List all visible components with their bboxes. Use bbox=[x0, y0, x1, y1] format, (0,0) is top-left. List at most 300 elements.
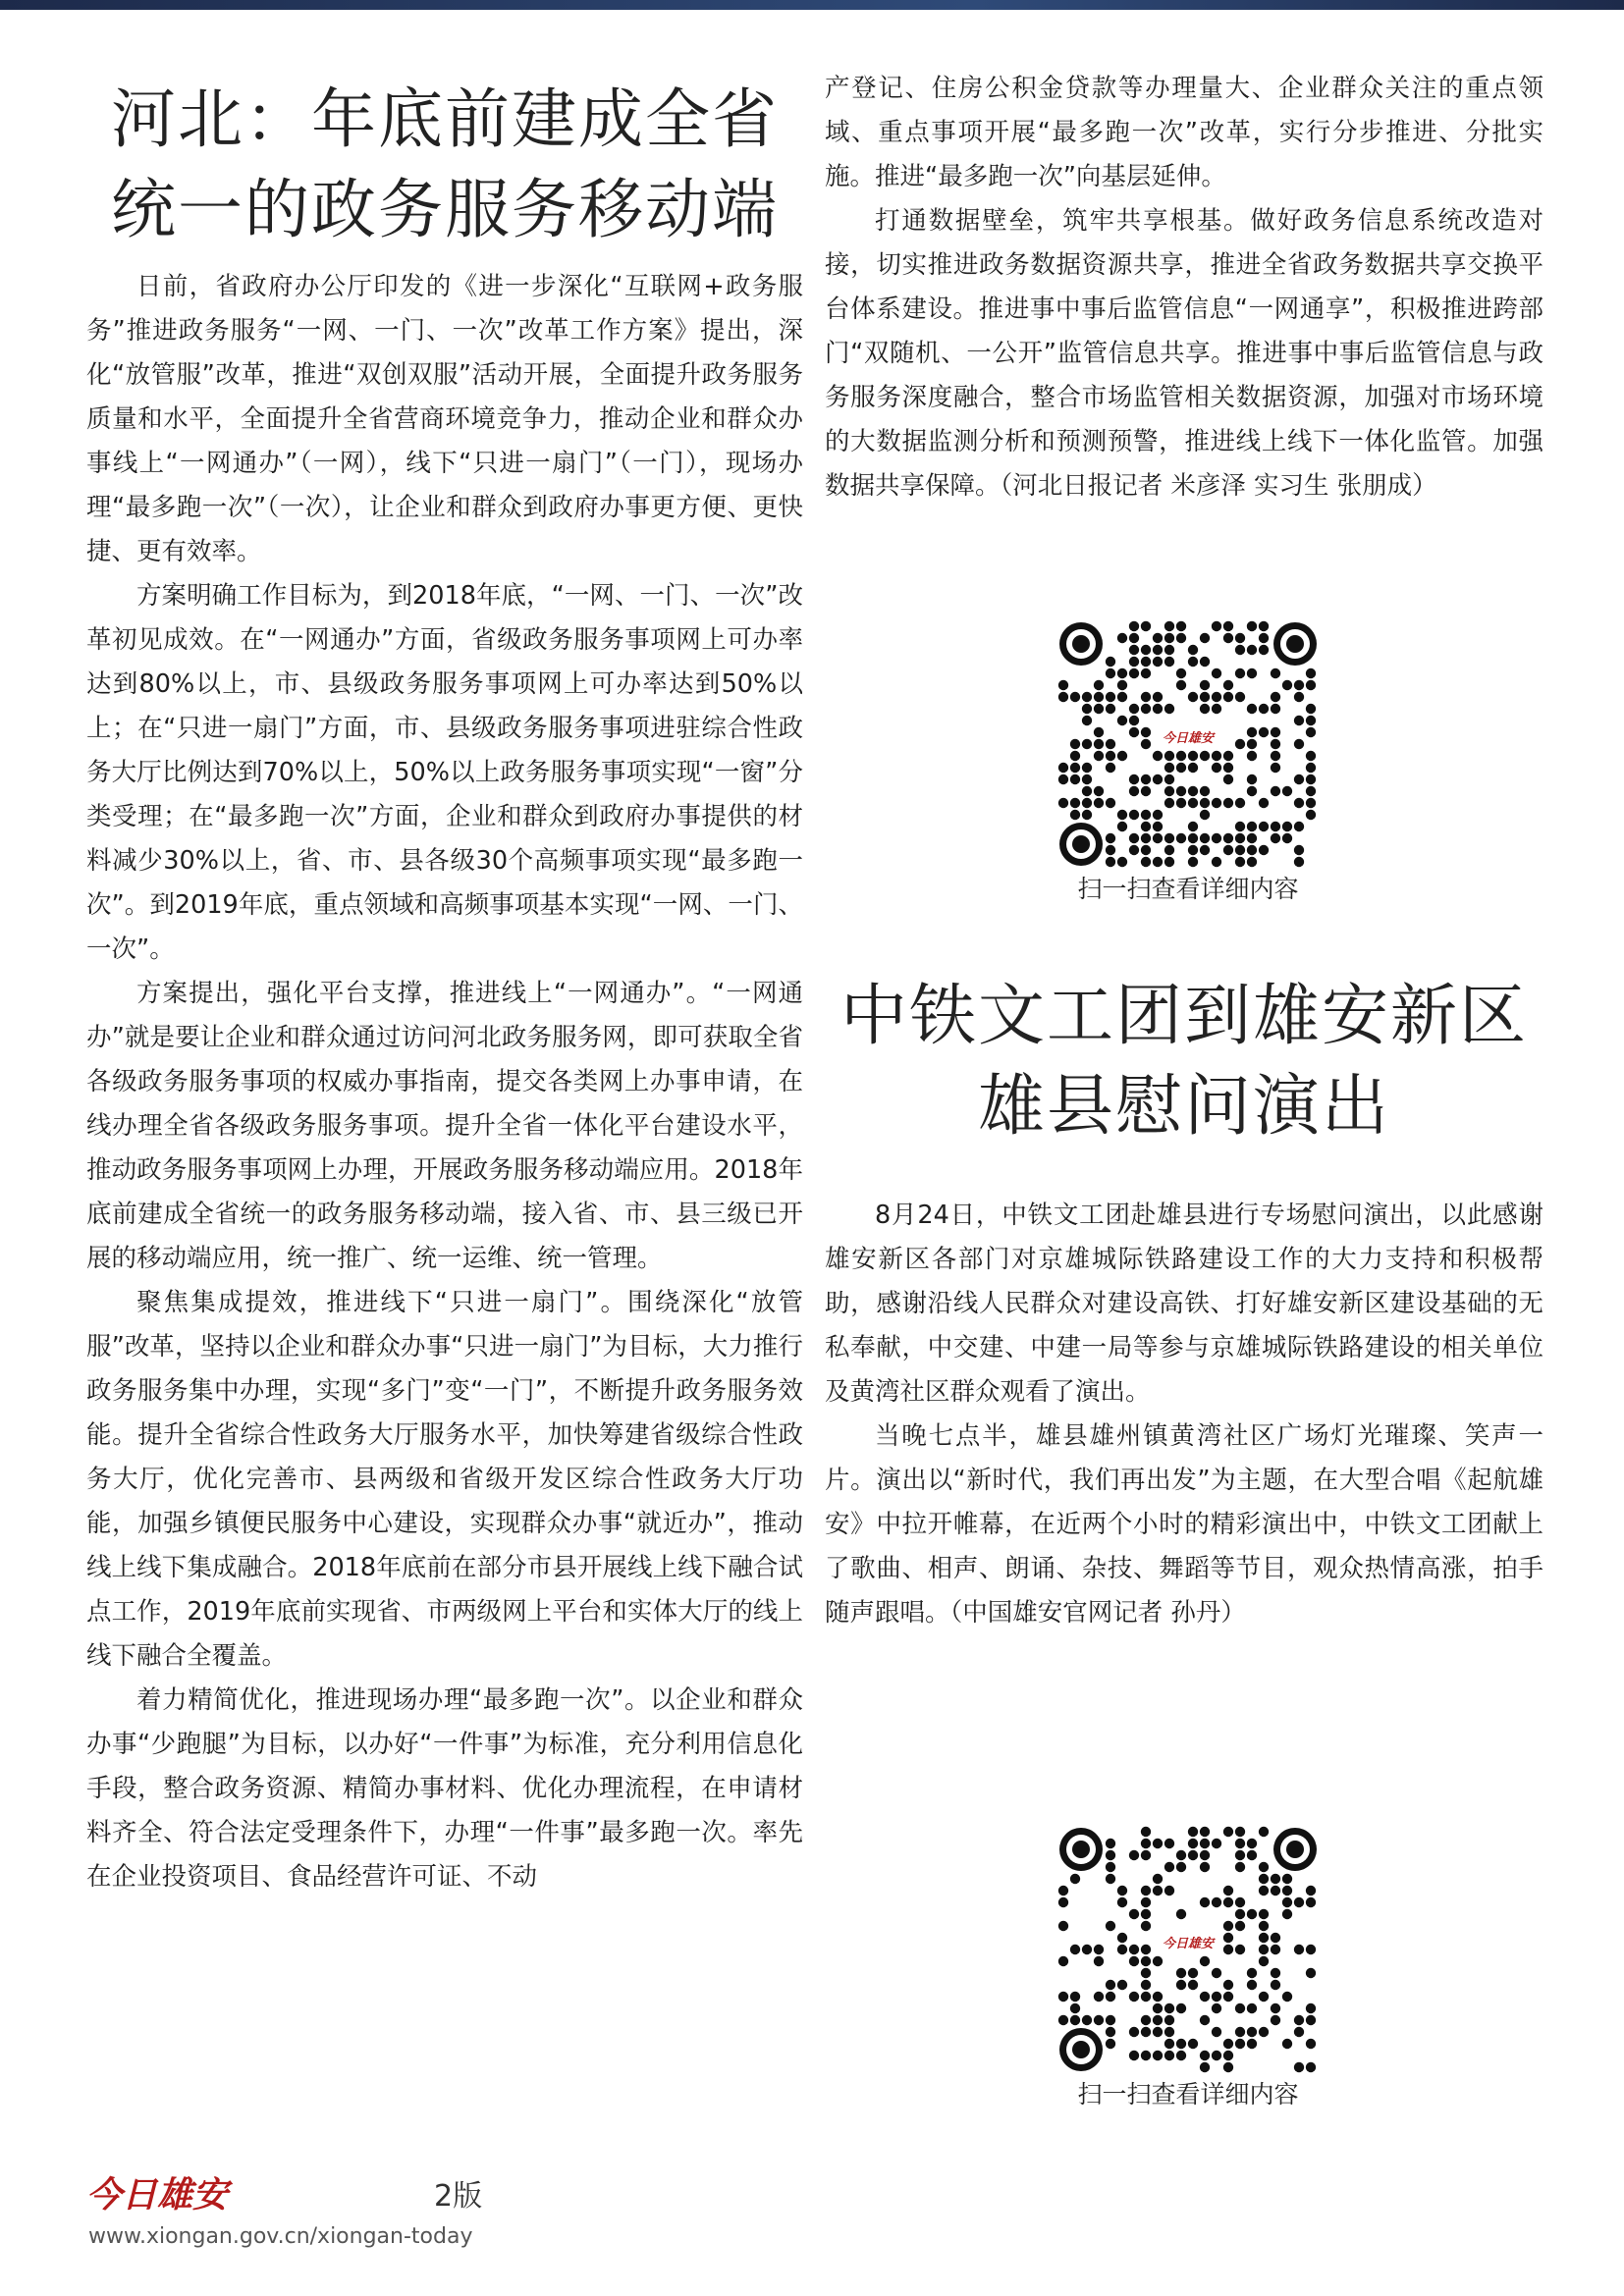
qr-module bbox=[1271, 2003, 1280, 2013]
qr-module bbox=[1094, 1956, 1104, 1966]
qr-module bbox=[1141, 833, 1151, 843]
qr-module bbox=[1176, 1968, 1186, 1978]
qr-module bbox=[1200, 810, 1210, 820]
qr-module bbox=[1271, 727, 1280, 737]
article2-paragraph: 当晚七点半，雄县雄州镇黄湾社区广场灯光璀璨、笑声一片。演出以“新时代，我们再出发”为主题，在大型合唱《起航雄安》中拉开帷幕，在近两个小时的精彩演出中，中铁文工团献上了歌曲、相声、朗诵、杂技、舞蹈等节目，观众热情高涨，拍手随声跟唱。（中国雄安官网记者 孙丹） bbox=[825, 1421, 1543, 1628]
qr-module bbox=[1235, 857, 1245, 867]
qr-module bbox=[1294, 2027, 1304, 2037]
qr-code-block-1 bbox=[1051, 620, 1326, 907]
qr-module bbox=[1070, 798, 1080, 808]
qr-module bbox=[1306, 2015, 1316, 2025]
qr-caption-2: 扫一扫查看详细内容 bbox=[1077, 2080, 1299, 2109]
qr-module bbox=[1094, 727, 1104, 737]
qr-module bbox=[1235, 798, 1245, 808]
qr-module bbox=[1271, 763, 1280, 773]
qr-module bbox=[1282, 2039, 1292, 2049]
qr-module bbox=[1294, 857, 1304, 867]
qr-module bbox=[1164, 774, 1174, 784]
qr-module bbox=[1294, 822, 1304, 831]
qr-module bbox=[1212, 2051, 1221, 2060]
qr-module bbox=[1070, 810, 1080, 820]
qr-module bbox=[1259, 1921, 1269, 1931]
qr-module bbox=[1176, 1850, 1186, 1860]
article2-title-line1: 中铁文工团到雄安新区 bbox=[839, 978, 1528, 1055]
qr-module bbox=[1271, 668, 1280, 678]
qr-module bbox=[1082, 716, 1092, 725]
qr-module bbox=[1094, 2015, 1104, 2025]
qr-module bbox=[1271, 1874, 1280, 1884]
qr-module bbox=[1223, 798, 1233, 808]
qr-module bbox=[1058, 1956, 1068, 1966]
qr-module bbox=[1212, 763, 1221, 773]
qr-module bbox=[1153, 1956, 1163, 1966]
qr-module bbox=[1164, 1862, 1174, 1872]
qr-module bbox=[1306, 1897, 1316, 1907]
qr-module bbox=[1259, 727, 1269, 737]
qr-module bbox=[1094, 739, 1104, 749]
qr-module bbox=[1282, 786, 1292, 796]
qr-module bbox=[1223, 1992, 1233, 2002]
qr-module bbox=[1141, 727, 1151, 737]
article1-paragraph: 聚焦集成提效，推进线下“只进一扇门”。围绕深化“放管服”改革，坚持以企业和群众办事“只进一扇门”为目标，大力推行政务服务集中办理，实现“多门”变“一门”，不断提升政务服务效能。提升全省综合性政务大厅服务水平，加快筹建省级综合性政务大厅，优化完善市、县两级和省级开发区综合性政务大厅功能，加强乡镇便民服务中心建设，实现群众办事“就近办”，推动线上线下集成融合。2018年底前在部分市县开展线上线下融合试点工作，2019年底前实现省、市两级网上平台和实体大厅的线上线下融合全覆盖。 bbox=[86, 1288, 803, 1671]
qr-module bbox=[1294, 716, 1304, 725]
qr-module bbox=[1247, 1980, 1257, 1990]
qr-module bbox=[1141, 1945, 1151, 1954]
qr-module bbox=[1106, 1921, 1115, 1931]
qr-module bbox=[1082, 774, 1092, 784]
qr-module bbox=[1164, 857, 1174, 867]
qr-module bbox=[1247, 833, 1257, 843]
qr-code-2[interactable] bbox=[1057, 1826, 1319, 2073]
qr-module bbox=[1106, 2027, 1115, 2037]
qr-module bbox=[1106, 668, 1115, 678]
qr-module bbox=[1188, 857, 1198, 867]
qr-module bbox=[1306, 798, 1316, 808]
qr-module bbox=[1247, 845, 1257, 855]
qr-module bbox=[1141, 692, 1151, 702]
qr-module bbox=[1106, 739, 1115, 749]
qr-module bbox=[1094, 680, 1104, 690]
qr-module bbox=[1129, 1992, 1139, 2002]
qr-module bbox=[1129, 1850, 1139, 1860]
qr-module bbox=[1235, 2003, 1245, 2013]
qr-module bbox=[1271, 822, 1280, 831]
qr-module bbox=[1271, 2015, 1280, 2025]
qr-module bbox=[1164, 645, 1174, 655]
qr-module bbox=[1141, 1827, 1151, 1837]
qr-module bbox=[1106, 2039, 1115, 2049]
qr-module bbox=[1082, 692, 1092, 702]
article1-paragraph: 着力精简优化，推进现场办理“最多跑一次”。以企业和群众办事“少跑腿”为目标，以办好“一件事”为标准，充分利用信息化手段，整合政务资源、精简办事材料、优化办理流程，在申请材料齐全、符合法定受理条件下，办理“一件事”最多跑一次。率先在企业投资项目、食品经营许可证、不动 bbox=[86, 1685, 803, 1892]
qr-module bbox=[1141, 657, 1151, 667]
qr-module bbox=[1235, 668, 1245, 678]
qr-module bbox=[1200, 1839, 1210, 1848]
qr-module bbox=[1200, 633, 1210, 643]
qr-module bbox=[1247, 786, 1257, 796]
qr-module bbox=[1164, 845, 1174, 855]
qr-module bbox=[1271, 1886, 1280, 1896]
qr-module bbox=[1058, 2015, 1068, 2025]
qr-module bbox=[1082, 810, 1092, 820]
left-column bbox=[86, 75, 803, 1899]
qr-module bbox=[1282, 1886, 1292, 1896]
qr-module bbox=[1294, 774, 1304, 784]
qr-module bbox=[1129, 727, 1139, 737]
qr-module bbox=[1129, 2027, 1139, 2037]
qr-module bbox=[1188, 833, 1198, 843]
qr-module bbox=[1153, 1992, 1163, 2002]
qr-module bbox=[1212, 798, 1221, 808]
qr-module bbox=[1247, 1909, 1257, 1919]
qr-module bbox=[1070, 739, 1080, 749]
qr-module bbox=[1271, 1933, 1280, 1943]
qr-module bbox=[1058, 763, 1068, 773]
qr-module bbox=[1200, 1850, 1210, 1860]
qr-module bbox=[1141, 857, 1151, 867]
qr-module bbox=[1164, 2015, 1174, 2025]
qr-module bbox=[1153, 645, 1163, 655]
qr-module bbox=[1306, 680, 1316, 690]
qr-module bbox=[1082, 763, 1092, 773]
qr-module bbox=[1141, 774, 1151, 784]
qr-module bbox=[1188, 751, 1198, 761]
qr-module bbox=[1176, 1862, 1186, 1872]
qr-module bbox=[1200, 1827, 1210, 1837]
qr-module bbox=[1117, 1897, 1127, 1907]
qr-module bbox=[1058, 1921, 1068, 1931]
qr-module bbox=[1259, 822, 1269, 831]
qr-module bbox=[1141, 1921, 1151, 1931]
qr-module bbox=[1306, 774, 1316, 784]
qr-module bbox=[1141, 739, 1151, 749]
qr-module bbox=[1294, 1897, 1304, 1907]
qr-module bbox=[1058, 774, 1068, 784]
qr-module bbox=[1235, 645, 1245, 655]
qr-module bbox=[1188, 657, 1198, 667]
qr-module bbox=[1306, 2003, 1316, 2013]
qr-module bbox=[1164, 2003, 1174, 2013]
qr-module bbox=[1223, 621, 1233, 631]
qr-module bbox=[1259, 845, 1269, 855]
qr-module bbox=[1223, 680, 1233, 690]
qr-module bbox=[1223, 833, 1233, 843]
qr-module bbox=[1106, 704, 1115, 714]
qr-module bbox=[1141, 810, 1151, 820]
qr-module bbox=[1129, 657, 1139, 667]
qr-module bbox=[1200, 1862, 1210, 1872]
qr-module bbox=[1247, 727, 1257, 737]
article1-paragraph: 方案提出，强化平台支撑，推进线上“一网通办”。“一网通办”就是要让企业和群众通过访问河北政务服务网，即可获取全省各级政务服务事项的权威办事指南，提交各类网上办事申请，在线办理全省各级政务服务事项。提升全省一体化平台建设水平，推动政务服务事项网上办理，开展政务服务移动端应用。2018年底前建成全省统一的政务服务移动端，接入省、市、县三级已开展的移动端应用，统一推广、统一运维、统一管理。 bbox=[86, 979, 803, 1273]
qr-module bbox=[1106, 1874, 1115, 1884]
qr-module bbox=[1176, 621, 1186, 631]
qr-module bbox=[1306, 727, 1316, 737]
qr-module bbox=[1259, 1945, 1269, 1954]
qr-module bbox=[1282, 1909, 1292, 1919]
qr-module bbox=[1129, 833, 1139, 843]
qr-module bbox=[1282, 680, 1292, 690]
qr-module bbox=[1306, 786, 1316, 796]
qr-module bbox=[1223, 845, 1233, 855]
qr-module bbox=[1164, 621, 1174, 631]
qr-module bbox=[1070, 2003, 1080, 2013]
qr-module bbox=[1212, 751, 1221, 761]
page-number: 2版 bbox=[434, 2179, 483, 2214]
qr-module bbox=[1153, 633, 1163, 643]
qr-module bbox=[1247, 774, 1257, 784]
qr-module bbox=[1117, 680, 1127, 690]
qr-module bbox=[1188, 786, 1198, 796]
qr-module bbox=[1164, 786, 1174, 796]
qr-module bbox=[1129, 810, 1139, 820]
article2-title-line2: 雄县慰问演出 bbox=[977, 1068, 1390, 1146]
qr-module bbox=[1153, 1839, 1163, 1848]
qr-module bbox=[1117, 716, 1127, 725]
qr-module bbox=[1070, 2015, 1080, 2025]
qr-module bbox=[1294, 845, 1304, 855]
qr-module bbox=[1200, 845, 1210, 855]
qr-module bbox=[1306, 668, 1316, 678]
qr-module bbox=[1094, 1992, 1104, 2002]
qr-module bbox=[1271, 739, 1280, 749]
qr-module bbox=[1223, 2051, 1233, 2060]
qr-module bbox=[1117, 857, 1127, 867]
qr-module bbox=[1082, 704, 1092, 714]
qr-module bbox=[1106, 763, 1115, 773]
qr-module bbox=[1058, 692, 1068, 702]
qr-module bbox=[1129, 668, 1139, 678]
qr-module bbox=[1106, 1839, 1115, 1848]
qr-module bbox=[1200, 657, 1210, 667]
qr-module bbox=[1282, 833, 1292, 843]
qr-module bbox=[1188, 798, 1198, 808]
qr-module bbox=[1153, 692, 1163, 702]
qr-module bbox=[1129, 621, 1139, 631]
qr-module bbox=[1153, 751, 1163, 761]
qr-module bbox=[1212, 2003, 1221, 2013]
qr-module bbox=[1200, 751, 1210, 761]
qr-module bbox=[1294, 2062, 1304, 2072]
qr-module bbox=[1141, 1850, 1151, 1860]
qr-module bbox=[1129, 1956, 1139, 1966]
qr-module bbox=[1141, 1909, 1151, 1919]
qr-module bbox=[1235, 845, 1245, 855]
qr-module bbox=[1176, 633, 1186, 643]
footer-logo: 今日雄安 bbox=[86, 2174, 229, 2216]
qr-module bbox=[1188, 845, 1198, 855]
qr-module bbox=[1294, 739, 1304, 749]
qr-module bbox=[1141, 845, 1151, 855]
qr-module bbox=[1094, 1945, 1104, 1954]
qr-module bbox=[1141, 1980, 1151, 1990]
qr-module bbox=[1153, 704, 1163, 714]
article1-paragraph: 方案明确工作目标为，到2018年底，“一网、一门、一次”改革初见成效。在“一网通办”方面，省级政务服务事项网上可办率达到80%以上，市、县级政务服务事项网上可办率达到50%以上；在“只进一扇门”方面，市、县级政务服务事项进驻综合性政务大厅比例达到70%以上，50%以上政务服务事项实现“一窗”分类受理；在“最多跑一次”方面，企业和群众到政府办事提供的材料减少30%以上，省、市、县各级30个高频事项实现“最多跑一次”。到2019年底，重点领域和高频事项基本实现“一网、一门、一次”。 bbox=[86, 581, 803, 964]
qr-module bbox=[1235, 633, 1245, 643]
qr-module bbox=[1306, 751, 1316, 761]
qr-module bbox=[1294, 692, 1304, 702]
qr-module bbox=[1106, 833, 1115, 843]
article2-paragraph: 8月24日，中铁文工团赴雄县进行专场慰问演出，以此感谢雄安新区各部门对京雄城际铁路建设工作的大力支持和积极帮助，感谢沿线人民群众对建设高铁、打好雄安新区建设基础的无私奉献，中交建、中建一局等参与京雄城际铁路建设的相关单位及黄湾社区群众观看了演出。 bbox=[825, 1201, 1543, 1407]
qr-module bbox=[1176, 2039, 1186, 2049]
qr-module bbox=[1200, 786, 1210, 796]
right-column bbox=[825, 67, 1543, 508]
qr-module bbox=[1223, 1897, 1233, 1907]
qr-module bbox=[1106, 1980, 1115, 1990]
qr-module bbox=[1235, 1862, 1245, 1872]
qr-module bbox=[1235, 739, 1245, 749]
qr-module bbox=[1200, 1992, 1210, 2002]
qr-module bbox=[1129, 774, 1139, 784]
qr-module bbox=[1058, 1992, 1068, 2002]
qr-module bbox=[1247, 822, 1257, 831]
qr-module bbox=[1235, 2027, 1245, 2037]
qr-module bbox=[1259, 704, 1269, 714]
qr-module bbox=[1247, 1968, 1257, 1978]
qr-module bbox=[1153, 2051, 1163, 2060]
qr-module bbox=[1247, 2027, 1257, 2037]
qr-module bbox=[1188, 1839, 1198, 1848]
qr-module bbox=[1259, 1956, 1269, 1966]
qr-module bbox=[1212, 857, 1221, 867]
qr-module bbox=[1129, 786, 1139, 796]
qr-module bbox=[1282, 822, 1292, 831]
qr-module bbox=[1129, 845, 1139, 855]
article1-continuation: 产登记、住房公积金贷款等办理量大、企业群众关注的重点领域、重点事项开展“最多跑一次”改革，实行分步推进、分批实施。推进“最多跑一次”向基层延伸。 bbox=[825, 74, 1543, 191]
footer-url[interactable]: www.xiongan.gov.cn/xiongan-today bbox=[88, 2224, 473, 2249]
qr-module bbox=[1141, 1897, 1151, 1907]
qr-module bbox=[1235, 692, 1245, 702]
qr-module bbox=[1259, 798, 1269, 808]
qr-module bbox=[1058, 1886, 1068, 1896]
qr-code-block-2 bbox=[1051, 1826, 1326, 2112]
qr-module bbox=[1094, 798, 1104, 808]
qr-module bbox=[1106, 692, 1115, 702]
qr-module bbox=[1247, 668, 1257, 678]
qr-module bbox=[1306, 1945, 1316, 1954]
qr-code-1[interactable] bbox=[1057, 620, 1319, 868]
qr-module bbox=[1306, 763, 1316, 773]
qr-module bbox=[1117, 633, 1127, 643]
qr-module bbox=[1247, 739, 1257, 749]
qr-module bbox=[1129, 633, 1139, 643]
qr-module bbox=[1223, 1886, 1233, 1896]
qr-module bbox=[1259, 1874, 1269, 1884]
qr-module bbox=[1176, 786, 1186, 796]
qr-module bbox=[1306, 704, 1316, 714]
qr-module bbox=[1212, 1992, 1221, 2002]
qr-module bbox=[1094, 786, 1104, 796]
qr-module bbox=[1247, 621, 1257, 631]
qr-center-logo: 今日雄安 bbox=[1162, 731, 1215, 746]
qr-module bbox=[1294, 680, 1304, 690]
qr-module bbox=[1070, 1874, 1080, 1884]
qr-module bbox=[1117, 692, 1127, 702]
qr-module bbox=[1282, 1992, 1292, 2002]
qr-module bbox=[1176, 833, 1186, 843]
qr-module bbox=[1164, 763, 1174, 773]
qr-module bbox=[1235, 822, 1245, 831]
qr-module bbox=[1259, 621, 1269, 631]
qr-module bbox=[1153, 2003, 1163, 2013]
qr-module bbox=[1117, 668, 1127, 678]
qr-module bbox=[1164, 2039, 1174, 2049]
qr-module bbox=[1271, 786, 1280, 796]
qr-module bbox=[1223, 751, 1233, 761]
qr-module bbox=[1235, 1850, 1245, 1860]
qr-module bbox=[1259, 1933, 1269, 1943]
qr-module bbox=[1188, 1980, 1198, 1990]
qr-module bbox=[1070, 763, 1080, 773]
qr-module bbox=[1070, 1992, 1080, 2002]
qr-module bbox=[1259, 2027, 1269, 2037]
qr-module bbox=[1141, 621, 1151, 631]
qr-module bbox=[1070, 774, 1080, 784]
qr-module bbox=[1200, 798, 1210, 808]
qr-module bbox=[1164, 704, 1174, 714]
qr-module bbox=[1212, 704, 1221, 714]
qr-module bbox=[1164, 833, 1174, 843]
qr-module bbox=[1306, 1968, 1316, 1978]
qr-module bbox=[1235, 1921, 1245, 1931]
qr-module bbox=[1082, 739, 1092, 749]
qr-module bbox=[1306, 1886, 1316, 1896]
qr-module bbox=[1188, 1827, 1198, 1837]
qr-module bbox=[1188, 692, 1198, 702]
qr-module bbox=[1212, 833, 1221, 843]
qr-module bbox=[1294, 2015, 1304, 2025]
qr-module bbox=[1188, 1850, 1198, 1860]
qr-module bbox=[1117, 822, 1127, 831]
qr-module bbox=[1082, 786, 1092, 796]
qr-module bbox=[1271, 833, 1280, 843]
qr-module bbox=[1188, 645, 1198, 655]
qr-module bbox=[1259, 633, 1269, 643]
qr-module bbox=[1164, 1886, 1174, 1896]
qr-module bbox=[1176, 680, 1186, 690]
qr-module bbox=[1164, 1839, 1174, 1848]
article1-title-line2: 统一的政务服务移动端 bbox=[111, 172, 779, 247]
qr-module bbox=[1294, 1945, 1304, 1954]
qr-module bbox=[1247, 1850, 1257, 1860]
qr-module bbox=[1235, 1909, 1245, 1919]
qr-module bbox=[1094, 704, 1104, 714]
qr-module bbox=[1141, 668, 1151, 678]
qr-module bbox=[1164, 657, 1174, 667]
qr-module bbox=[1212, 1839, 1221, 1848]
qr-module bbox=[1306, 810, 1316, 820]
qr-module bbox=[1176, 668, 1186, 678]
qr-module bbox=[1259, 1992, 1269, 2002]
qr-module bbox=[1141, 1968, 1151, 1978]
article1-title bbox=[86, 75, 803, 255]
qr-module bbox=[1070, 1945, 1080, 1954]
qr-module bbox=[1141, 786, 1151, 796]
qr-module bbox=[1117, 1886, 1127, 1896]
qr-module bbox=[1070, 692, 1080, 702]
qr-module bbox=[1153, 774, 1163, 784]
qr-module bbox=[1094, 692, 1104, 702]
qr-module bbox=[1106, 657, 1115, 667]
qr-module bbox=[1129, 1909, 1139, 1919]
article2-title bbox=[825, 972, 1543, 1152]
qr-module bbox=[1141, 1956, 1151, 1966]
qr-module bbox=[1117, 1980, 1127, 1990]
qr-module bbox=[1153, 833, 1163, 843]
qr-module bbox=[1271, 751, 1280, 761]
qr-module bbox=[1223, 2039, 1233, 2049]
qr-module bbox=[1141, 704, 1151, 714]
qr-module bbox=[1153, 810, 1163, 820]
qr-module bbox=[1117, 1933, 1127, 1943]
